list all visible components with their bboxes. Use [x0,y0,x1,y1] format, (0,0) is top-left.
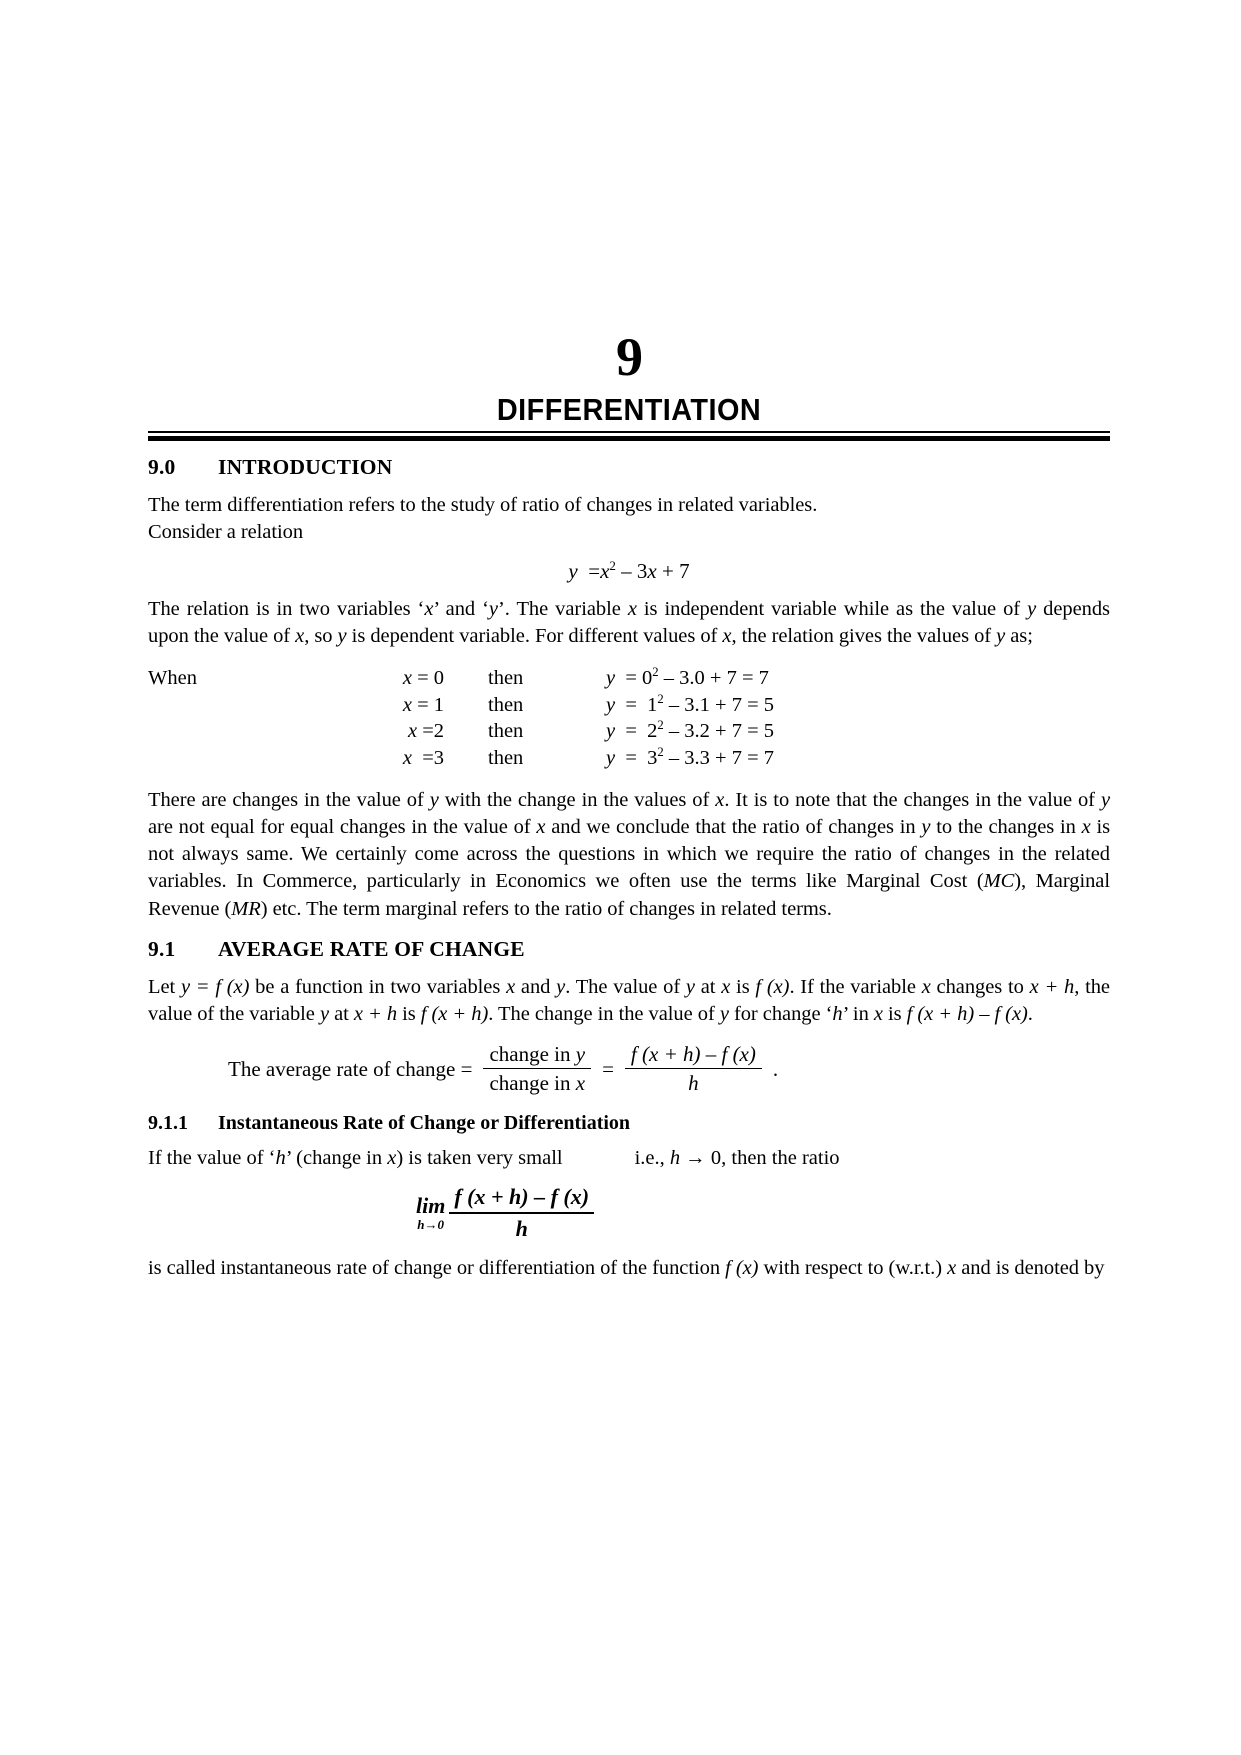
row-x-number: 0 [433,667,444,689]
divider-line-thin [148,431,1110,433]
section-title-introduction: INTRODUCTION [218,455,393,479]
fraction-numerator [483,1042,591,1069]
instantaneous-seg-right [563,1147,840,1170]
intro-p3-seg-g: is not always same. We certainly come across the questions in which we require the ratio of changes in the related variables. In Commerce, particularly in Economics we often use the terms like Marginal Cost ( [148,815,1111,893]
intro-paragraph-3 [148,787,1110,923]
avg-var-x4: x [873,1003,883,1026]
avg-expr-fx: f (x) [755,975,790,998]
denominator-var: x [575,1071,586,1096]
intro-p2-var-x3: x [295,624,305,647]
avg-seg-e: at [694,975,722,998]
intro-p3-var-x1: x [715,788,725,811]
subsection-number-9-1-1: 9.1.1 [148,1111,188,1134]
intro-p3-seg-a: There are changes in the value of [148,788,430,811]
row-y-expression: $y = 1^2 - 3.1 + 7 = 5$ [606,691,775,716]
row-then-label: then [488,667,524,689]
row-y-expression: $y = 3^2 - 3.3 + 7 = 7$ [606,745,775,769]
limit-fraction [449,1184,594,1243]
intro-p2-seg-d: is independent variable while as the value of [636,597,1028,620]
row-y-number: 7 [763,746,775,769]
section-heading-introduction [148,455,1110,480]
row-then-label: then [488,693,524,716]
intro-paragraph-2 [148,596,1110,651]
avg-var-y4: y [719,1003,729,1026]
avg-expr-xh2: x + h [353,1003,398,1026]
row-label-when: When [148,667,197,689]
inst-var-h: h [275,1146,286,1169]
avg-var-x3: x [921,975,931,998]
inst-seg-c: ) is taken very small [396,1146,563,1169]
intro-p2-seg-g: is dependent variable. For different values of [346,624,723,647]
numerator-expression: f (x + h) – f (x) [630,1042,756,1067]
avg-expr-xh: x + h [1029,975,1075,998]
row-then-label: then [488,720,524,743]
inst-seg-e: → 0, then the ratio [680,1146,840,1169]
fraction-denominator [625,1069,762,1096]
intro-p3-var-x2: x [536,815,546,838]
intro-p2-seg-f: , so [304,624,338,647]
intro-p2-var-x4: x [722,624,732,647]
inst-seg-b: ’ (change in [285,1146,388,1169]
formula-trailing-period: . [772,1056,779,1081]
avg-expr-yfx: y = f (x) [180,975,250,998]
values-table [148,665,774,772]
row-y-expression: $y = 0^2 - 3.0 + 7 = 7$ [606,665,769,689]
avg-seg-g: . If the variable [789,975,922,998]
instantaneous-closing-paragraph [148,1255,1110,1282]
equation-exponent: 2 [609,557,616,573]
chapter-title: DIFFERENTIATION [496,392,762,427]
row-x-number: 1 [433,693,444,716]
row-x-value: x =3 [402,746,444,769]
table-row [148,692,774,719]
intro-p2-seg-c: ’. The variable [497,597,628,620]
avg-seg-d: . The value of [565,975,686,998]
intro-p2-var-y: y [488,597,498,620]
intro-p2-var-x: x [424,597,434,620]
inst-var-h2: h [669,1146,681,1169]
intro-p3-seg-c: . It is to note that the changes in the value of [724,788,1101,811]
numerator-var: y [575,1042,586,1067]
intro-p2-seg-h: , the relation gives the values of [731,624,997,647]
intro-p2-seg-a: The relation is in two variables ‘ [148,597,425,620]
closing-seg-b: with respect to (w.r.t.) [758,1256,948,1279]
intro-p2-var-y2: y [1027,597,1037,620]
intro-p2-var-y4: y [996,624,1006,647]
avg-seg-j: at [329,1003,354,1026]
intro-p3-seg-f: to the changes in [930,815,1082,838]
avg-seg-k: is [397,1003,421,1026]
header-divider [148,431,1110,441]
fraction-denominator [483,1069,591,1096]
avg-expr-fxh: f (x + h) [420,1003,489,1026]
limit-subscript: h→0 [417,1217,445,1233]
intro-para1-line2: Consider a relation [148,521,304,544]
table-row [148,718,774,745]
row-label-when [148,692,338,719]
section-title-average-rate: AVERAGE RATE OF CHANGE [218,936,525,961]
intro-para1-line1: The term differentiation refers to the study of ratio of changes in related variables. [148,494,818,516]
row-x-value: x = 1 [402,693,444,716]
inst-seg-a: If the value of ‘ [148,1146,276,1169]
row-then-label: then [488,746,524,769]
closing-seg-c: and is denoted by [956,1256,1105,1279]
intro-p3-var-y3: y [921,815,931,838]
section-number-9-0: 9.0 [148,455,176,479]
intro-p2-var-y3: y [337,624,347,647]
chapter-number: 9 [616,327,642,387]
avg-seg-f: is [730,975,756,998]
avg-var-x1: x [506,975,516,998]
limit-operator [416,1195,449,1231]
table-row [148,665,774,692]
intro-p2-seg-i: as; [1005,624,1033,647]
avg-var-y3: y [319,1003,329,1026]
intro-p2-seg-b: ’ and ‘ [433,597,489,620]
closing-expr-fx: f (x) [725,1256,759,1279]
section-heading-average-rate [148,937,1110,962]
row-x-value: x =2 [407,720,444,743]
intro-p3-seg-h: ), Marginal Revenue ( [148,870,1110,920]
fraction-numerator [625,1042,762,1069]
equation-rest: – 3x + 7 [621,558,690,583]
equation-equals: = [588,558,601,583]
formula-average-rate-of-change [148,1042,1110,1096]
numerator-text: change in [489,1042,576,1067]
intro-p3-seg-e: and we conclude that the ratio of changes in [545,815,922,838]
intro-p3-abbr-mc: MC [983,870,1015,893]
avg-var-x2: x [721,975,731,998]
avg-expr-diff: f (x + h) – f (x) [906,1003,1028,1026]
equation-lhs: y [568,558,578,583]
denominator-expression: h [688,1071,699,1096]
row-x-number: 3 [433,746,444,769]
avg-seg-p: . [1027,1003,1033,1026]
closing-seg-a: is called instantaneous rate of change or differentiation of the function [148,1256,726,1279]
instantaneous-seg-left [148,1147,563,1170]
inst-seg-d: i.e., [634,1146,670,1169]
intro-p2-var-x2: x [627,597,637,620]
average-paragraph [148,974,1110,1029]
section-number-9-1: 9.1 [148,936,176,961]
equation-relation [148,559,1110,584]
row-y-number: 5 [763,693,775,716]
avg-seg-i: , the value of the variable [148,975,1110,1026]
avg-seg-n: ’ in [842,1003,874,1026]
intro-p3-seg-b: with the change in the values of [438,788,716,811]
avg-seg-a: Let [148,975,181,998]
closing-var-x: x [947,1256,957,1279]
page-content [148,327,1111,1282]
intro-p3-seg-d: are not equal for equal changes in the value of [148,815,537,838]
formula-limit-difference-quotient [148,1184,1110,1243]
intro-paragraph-1 [148,492,1110,547]
avg-seg-l: . The change in the value of [488,1003,720,1026]
fraction-change-in-y-over-x [483,1042,591,1096]
avg-var-h: h [832,1003,843,1026]
fraction-denominator: h [515,1216,528,1242]
divider-line-thick [148,436,1110,441]
formula-equals-sign: = [602,1056,614,1081]
inst-var-x: x [387,1146,397,1169]
avg-seg-m: for change ‘ [728,1003,833,1026]
row-y-number: 7 [758,667,769,689]
avg-seg-o: is [882,1003,907,1026]
fraction-difference-quotient [625,1042,762,1096]
row-label-when [148,718,338,745]
intro-p3-var-y1: y [429,788,439,811]
denominator-text: change in [489,1071,576,1096]
fraction-numerator: f (x + h) – f (x) [449,1184,594,1214]
table-row [148,745,774,772]
intro-p3-seg-i: ) etc. The term marginal refers to the ratio of changes in related terms. [260,897,832,920]
avg-seg-b: be a function in two variables [249,975,507,998]
intro-p3-abbr-mr: MR [231,897,261,920]
intro-p2-seg-e: depends upon the value of [148,597,1110,647]
row-y-expression: $y = 2^2 - 3.2 + 7 = 5$ [606,718,775,743]
formula-lead-text: The average rate of change = [228,1056,473,1081]
instantaneous-intro-line [148,1147,1110,1170]
avg-seg-c: and [515,975,557,998]
avg-seg-h: changes to [930,975,1030,998]
row-x-value: x = 0 [402,667,444,689]
limit-lim-text: lim [416,1193,446,1219]
intro-p3-var-x3: x [1081,815,1091,838]
row-label-when [148,745,338,772]
subsection-heading-instantaneous [148,1112,1110,1135]
avg-var-y1: y [556,975,566,998]
row-x-number: 2 [433,720,444,743]
avg-var-y2: y [685,975,695,998]
row-y-number: 5 [763,720,775,743]
intro-p3-var-y2: y [1100,788,1110,811]
subsection-title-instantaneous: Instantaneous Rate of Change or Differentiation [218,1111,631,1134]
equation-base: x [600,558,610,583]
